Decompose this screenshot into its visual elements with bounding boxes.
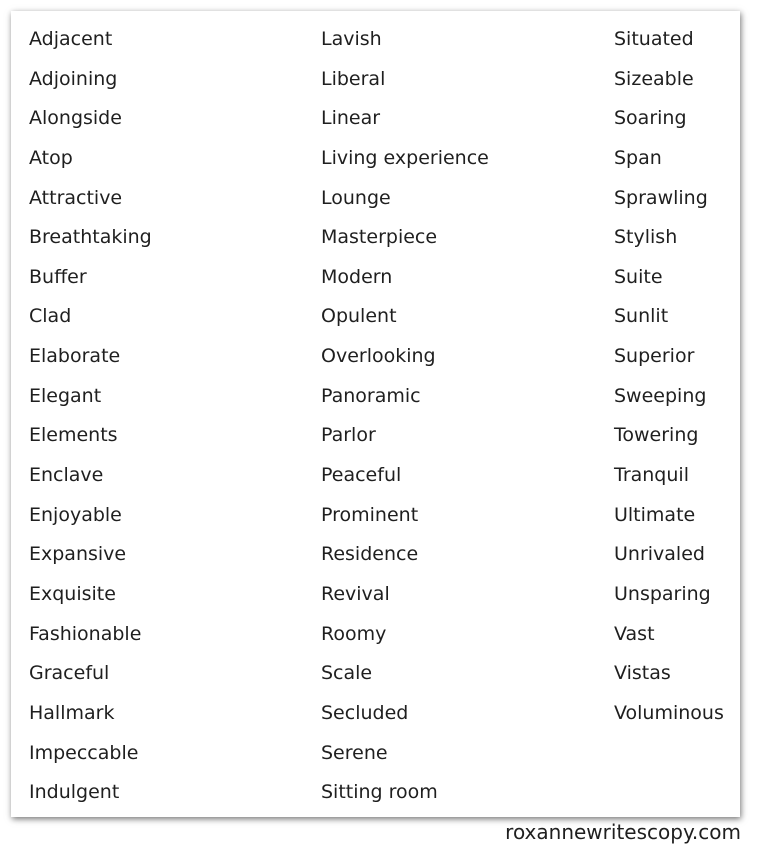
word-column-1 — [29, 29, 152, 822]
word-item: Parlor — [321, 424, 376, 447]
word-item: Tranquil — [614, 464, 689, 487]
word-item: Atop — [29, 146, 73, 169]
word-item: Enclave — [29, 464, 104, 487]
word-item: Sweeping — [614, 384, 707, 407]
word-item: Suite — [614, 265, 663, 288]
word-item: Expansive — [29, 543, 127, 566]
word-item: Unsparing — [614, 582, 711, 605]
word-item: Voluminous — [614, 701, 724, 724]
word-item: Sunlit — [614, 305, 669, 328]
word-item: Residence — [321, 543, 419, 566]
word-item: Vast — [614, 622, 655, 645]
word-item: Fashionable — [29, 622, 142, 645]
word-list-card — [11, 11, 740, 817]
word-item: Soaring — [614, 107, 687, 130]
word-item: Opulent — [321, 305, 397, 328]
word-item: Unrivaled — [614, 543, 705, 566]
word-item: Exquisite — [29, 582, 116, 605]
word-item: Scale — [321, 662, 373, 685]
word-column-3 — [614, 29, 724, 743]
word-item: Masterpiece — [321, 226, 438, 249]
word-item: Roomy — [321, 622, 387, 645]
word-item: Indulgent — [29, 781, 120, 804]
site-watermark: roxannewritescopy.com — [505, 820, 741, 844]
word-item: Superior — [614, 345, 695, 368]
word-item: Alongside — [29, 107, 122, 130]
word-item: Hallmark — [29, 701, 115, 724]
word-item: Revival — [321, 582, 390, 605]
word-item: Situated — [614, 28, 694, 50]
word-item: Sizeable — [614, 67, 694, 90]
word-item: Lavish — [321, 28, 382, 50]
word-item: Peaceful — [321, 464, 402, 487]
word-item: Elegant — [29, 384, 102, 407]
word-item: Sitting room — [321, 781, 438, 804]
word-item: Towering — [614, 424, 699, 447]
word-item: Serene — [321, 741, 388, 764]
word-item: Ultimate — [614, 503, 696, 526]
word-item: Attractive — [29, 186, 123, 209]
word-item: Enjoyable — [29, 503, 122, 526]
word-column-2 — [321, 29, 489, 822]
word-item: Modern — [321, 265, 393, 288]
word-item: Linear — [321, 107, 381, 130]
word-item: Breathtaking — [29, 226, 152, 249]
word-item: Clad — [29, 305, 72, 328]
word-item: Impeccable — [29, 741, 139, 764]
word-item: Liberal — [321, 67, 386, 90]
word-item: Panoramic — [321, 384, 421, 407]
word-item: Graceful — [29, 662, 110, 685]
word-item: Lounge — [321, 186, 391, 209]
word-item: Elaborate — [29, 345, 121, 368]
word-item: Vistas — [614, 662, 671, 685]
word-item: Secluded — [321, 701, 409, 724]
word-item: Stylish — [614, 226, 678, 249]
word-item: Span — [614, 146, 662, 169]
word-item: Overlooking — [321, 345, 436, 368]
word-item: Elements — [29, 424, 118, 447]
word-item: Adjacent — [29, 28, 113, 50]
word-item: Buffer — [29, 265, 87, 288]
word-item: Adjoining — [29, 67, 118, 90]
word-item: Sprawling — [614, 186, 708, 209]
word-item: Prominent — [321, 503, 419, 526]
word-item: Living experience — [321, 146, 489, 169]
